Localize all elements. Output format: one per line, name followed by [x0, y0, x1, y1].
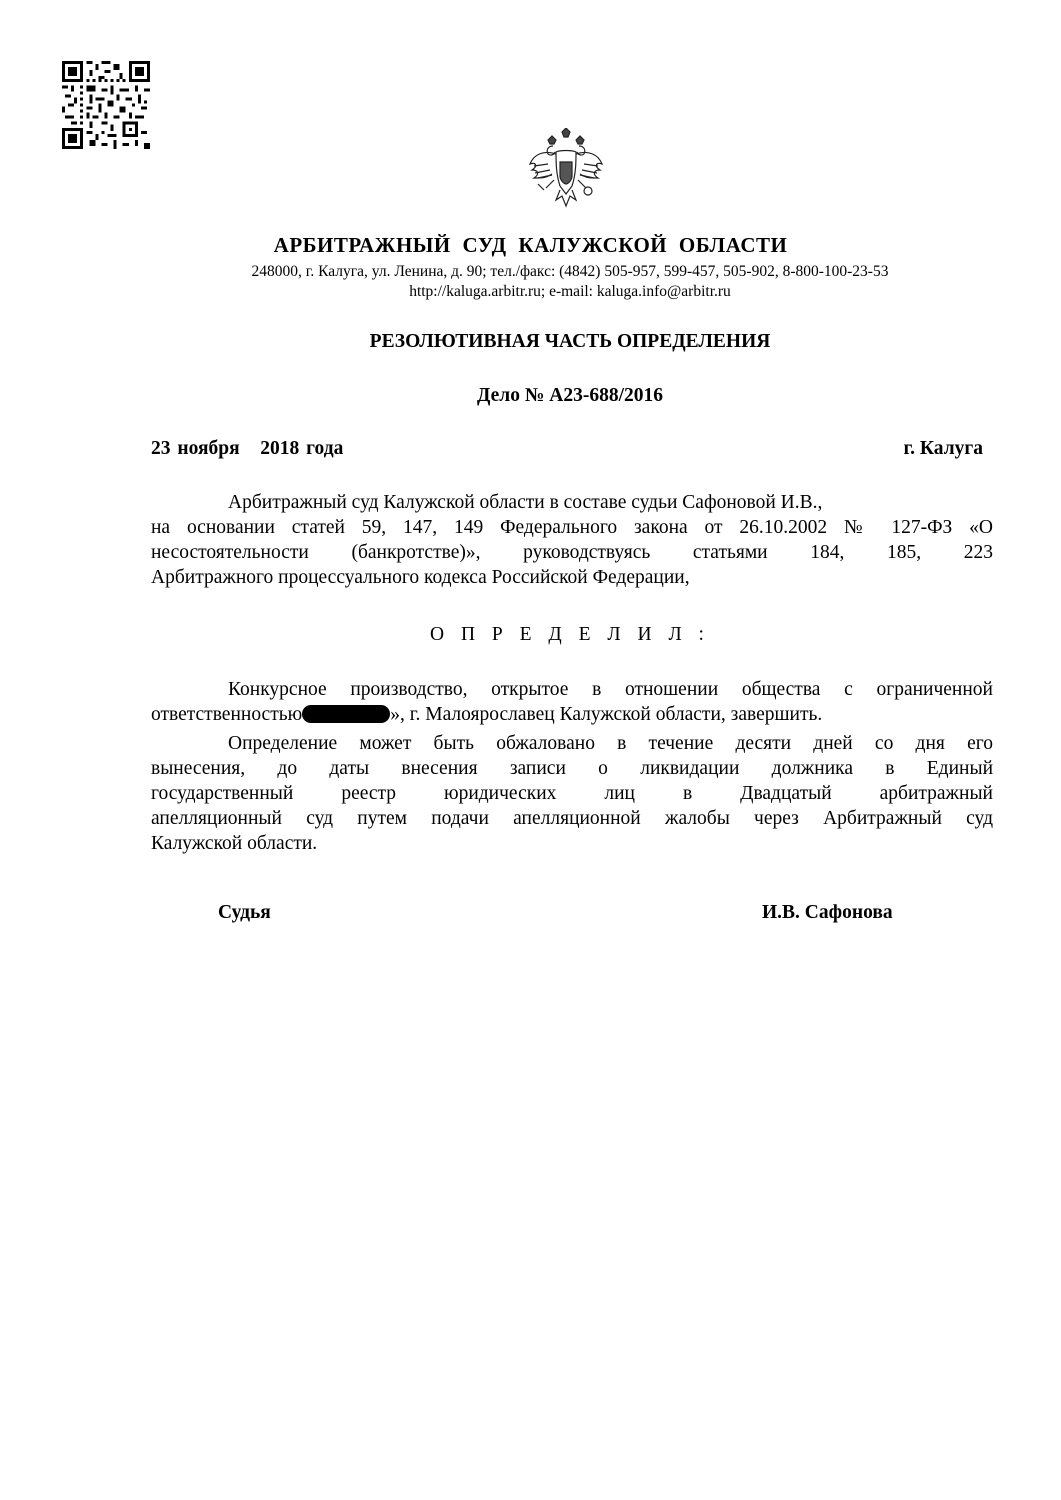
document-city: г. Калуга — [903, 438, 983, 459]
appeal-paragraph — [151, 731, 993, 856]
court-address: 248000, г. Калуга, ул. Ленина, д. 90; тел./факс: (4842) 505-957, 599-457, 505-902, 8-800-100-23-53 — [251, 263, 889, 280]
decided-heading: О П Р Е Д Е Л И Л : — [430, 624, 710, 645]
court-web-email: http://kaluga.arbitr.ru; e-mail: kaluga.info@arbitr.ru — [409, 283, 731, 300]
preamble-line: Арбитражного процессуального кодекса Российской Федерации, — [151, 567, 690, 588]
court-name: АРБИТРАЖНЫЙ СУД КАЛУЖСКОЙ ОБЛАСТИ — [273, 233, 788, 257]
ruling-line-start: ответственностью — [151, 704, 303, 725]
coat-of-arms-icon — [526, 128, 606, 210]
appeal-line: государственный реестр юридических лиц в Двадцатый арбитражный — [151, 783, 993, 804]
qr-code-icon — [62, 61, 150, 149]
signature-name: И.В. Сафонова — [762, 902, 893, 923]
ruling-line: Конкурсное производство, открытое в отношении общества с ограниченной — [228, 679, 993, 700]
appeal-line: Калужской области. — [151, 833, 318, 854]
ruling-line — [151, 702, 993, 727]
preamble-line: Арбитражный суд Калужской области в составе судьи Сафоновой И.В., — [228, 492, 823, 513]
redacted-company-name — [302, 705, 390, 723]
appeal-line: апелляционный суд путем подачи апелляционной жалобы через Арбитражный суд — [151, 808, 993, 829]
case-number: Дело № А23-688/2016 — [476, 385, 664, 406]
ruling-line-end: », г. Малоярославец Калужской области, завершить. — [390, 704, 823, 725]
preamble-line: несостоятельности (банкротстве)», руководствуясь статьями 184, 185, 223 — [151, 542, 993, 563]
document-title: РЕЗОЛЮТИВНАЯ ЧАСТЬ ОПРЕДЕЛЕНИЯ — [369, 331, 771, 352]
appeal-line: вынесения, до даты внесения записи о ликвидации должника в Единый — [151, 758, 993, 779]
signature-role: Судья — [218, 902, 271, 923]
appeal-line: Определение может быть обжаловано в течение десяти дней со дня его — [228, 733, 993, 754]
preamble-paragraph — [151, 490, 993, 590]
document-date: 23 ноября 2018 года — [151, 438, 344, 459]
ruling-paragraph — [151, 677, 993, 727]
preamble-line: на основании статей 59, 147, 149 Федерального закона от 26.10.2002 № 127-ФЗ «О — [151, 517, 993, 538]
